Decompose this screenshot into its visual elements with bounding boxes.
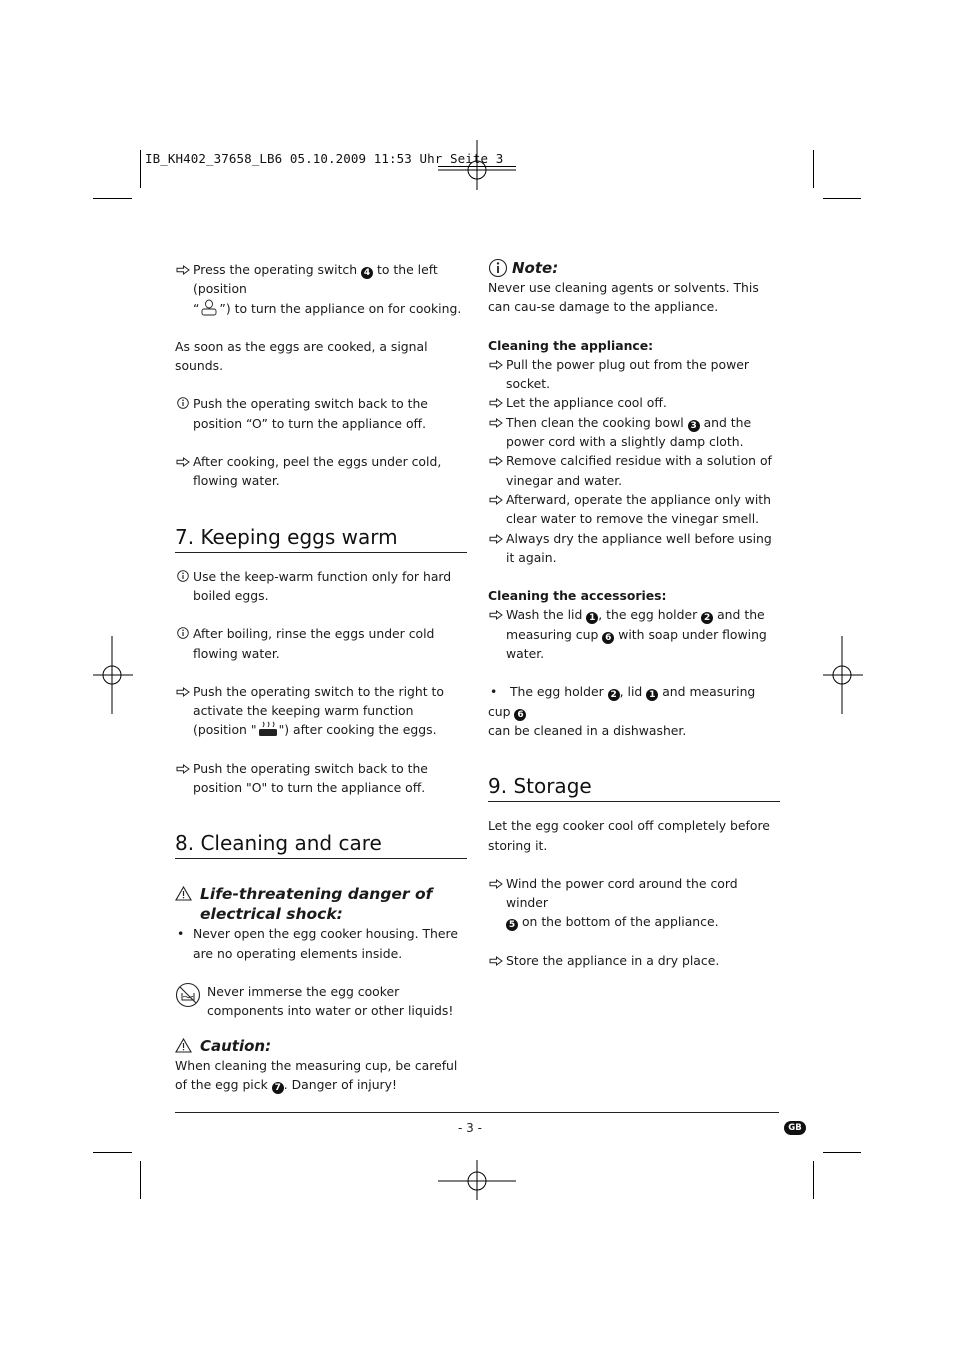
section-heading-8: 8. Cleaning and care [175,831,467,859]
bullet-icon: • [177,926,185,942]
part-number-badge: 1 [586,612,598,624]
step-text: Afterward, operate the appliance only with clear water to remove the vinegar smell. [506,491,772,527]
hollow-arrow-icon [488,534,504,544]
bullet-text: Never open the egg cooker housing. There are no operating elements inside. [193,926,458,961]
hollow-arrow-icon [488,360,504,370]
clean-step-1 [488,355,780,394]
step-text: Wash the lid [506,607,583,623]
info-rinse [175,624,467,663]
step-text: to the left (position [193,262,438,297]
keep-warm-icon [257,721,279,737]
crop-mark [93,198,132,199]
bullet-icon: • [490,684,498,700]
step-text: and the power cord with a slightly damp cloth. [506,414,752,450]
step-text: “ [193,300,200,316]
step-text: Push the operating switch to the right to activate the keeping warm function (position " [193,683,444,738]
clean-step-3 [488,413,780,452]
info-turn-off [175,394,467,433]
step-text: and the measuring cup [506,607,765,642]
part-number-badge: 2 [608,689,620,701]
bullet-text: The egg holder [509,684,604,700]
note-text: Never immerse the egg cooker components into water or other liquids! [207,983,454,1019]
crop-mark [140,1161,141,1199]
step-activate-warm [175,682,467,740]
info-text: Use the keep-warm function only for hard boiled eggs. [193,568,452,603]
clean-step-6 [488,529,780,568]
caution-heading [175,1036,467,1056]
hollow-arrow-icon [175,687,191,697]
step-text: Store the appliance in a dry place. [506,952,720,968]
paragraph: Let the egg cooker cool off completely before storing it. [488,818,770,853]
hollow-arrow-icon [175,457,191,467]
no-immerse-icon [175,982,201,1008]
step-text: ”) to turn the appliance on for cooking. [219,300,462,316]
part-number-badge: 6 [602,632,614,644]
right-column [488,258,780,970]
no-immerse-note [175,982,467,1021]
part-number-badge: 2 [701,612,713,624]
egg-cooking-icon [199,299,219,317]
acc-step-1 [488,605,780,663]
step-text: , the egg holder [598,607,698,623]
subheading-cleaning-appliance: Cleaning the appliance: [488,337,654,353]
language-badge: GB [784,1121,806,1135]
caution-text [175,1056,467,1095]
hollow-arrow-icon [488,456,504,466]
bullet-text: , lid [619,684,643,700]
warning-heading [175,884,467,924]
page-number: - 3 - [458,1121,482,1135]
step-text: Pull the power plug out from the power socket. [506,356,749,392]
info-icon [175,397,191,409]
hollow-arrow-icon [488,956,504,966]
note-heading [488,258,780,278]
section-heading-7: 7. Keeping eggs warm [175,525,467,553]
clean-step-2 [488,393,780,412]
info-icon [175,627,191,639]
note-title: Note: [512,259,559,277]
footer-rule [175,1112,779,1113]
info-text: Push the operating switch back to the position “O” to turn the appliance off. [193,396,428,431]
step-text: Always dry the appliance well before using it again. [506,530,772,565]
part-number-badge: 6 [514,709,526,721]
crop-mark [93,1152,132,1153]
part-number-badge: 4 [361,267,373,279]
bullet-text: can be cleaned in a dishwasher. [488,722,687,738]
hollow-arrow-icon [488,418,504,428]
info-icon [175,570,191,582]
step-text: on the bottom of the appliance. [521,914,719,930]
registration-mark-bottom [438,1160,516,1200]
crop-mark [823,198,861,199]
step-text: Remove calcified residue with a solution of vinegar and water. [506,453,772,488]
step-turn-off-2 [175,759,467,798]
caution-title: Caution: [200,1036,272,1055]
hollow-arrow-icon [175,764,191,774]
warning-triangle-icon [175,1038,192,1053]
crop-mark [813,1161,814,1199]
step-text: Press the operating switch [193,262,358,277]
crop-mark [823,1152,861,1153]
warning-title: Life-threatening danger of electrical shock: [200,885,433,924]
registration-mark-left [93,636,133,714]
storage-step-1 [488,874,780,932]
caution-text-part: . Danger of injury! [283,1076,397,1092]
warning-triangle-icon [175,886,192,901]
info-keep-warm [175,567,467,606]
step-text: Then clean the cooking bowl [506,414,684,430]
registration-mark-right [823,636,863,714]
note-text: Never use cleaning agents or solvents. This can cau-se damage to the appliance. [488,280,759,315]
step-text: Wind the power cord around the cord winder [506,875,738,911]
info-text: After boiling, rinse the eggs under cold flowing water. [193,626,435,661]
step-text: Let the appliance cool off. [506,395,667,411]
step-turn-on [175,260,467,318]
print-slug: IB_KH402_37658_LB6 05.10.2009 11:53 Uhr Seite 3 [145,151,504,166]
part-number-badge: 5 [506,919,518,931]
left-column [175,260,467,1094]
subheading-cleaning-accessories: Cleaning the accessories: [488,588,667,604]
section-heading-9: 9. Storage [488,774,780,802]
crop-mark [140,150,141,188]
caution-text-part: When cleaning the measuring cup, be careful of the egg pick [175,1057,458,1092]
hollow-arrow-icon [488,879,504,889]
hollow-arrow-icon [488,398,504,408]
hollow-arrow-icon [175,265,191,275]
part-number-badge: 1 [646,689,658,701]
part-number-badge: 3 [688,420,700,432]
hollow-arrow-icon [488,610,504,620]
clean-step-5 [488,490,780,529]
step-text: Push the operating switch back to the position "O" to turn the appliance off. [193,760,428,796]
part-number-badge: 7 [272,1082,284,1094]
clean-step-4 [488,451,780,490]
hollow-arrow-icon [488,495,504,505]
crop-mark [813,150,814,188]
storage-step-2 [488,951,780,970]
bullet-housing [175,924,467,963]
paragraph: As soon as the eggs are cooked, a signal sounds. [175,338,428,374]
dishwasher-bullet [488,682,780,740]
step-text: ") after cooking the eggs. [278,722,437,738]
info-icon [488,258,508,278]
registration-mark-top [438,140,516,190]
step-text: with soap under flowing water. [506,626,767,662]
step-peel [175,452,467,491]
step-text: After cooking, peel the eggs under cold, flowing water. [193,454,442,489]
bullet-text: and measuring cup [488,684,756,719]
